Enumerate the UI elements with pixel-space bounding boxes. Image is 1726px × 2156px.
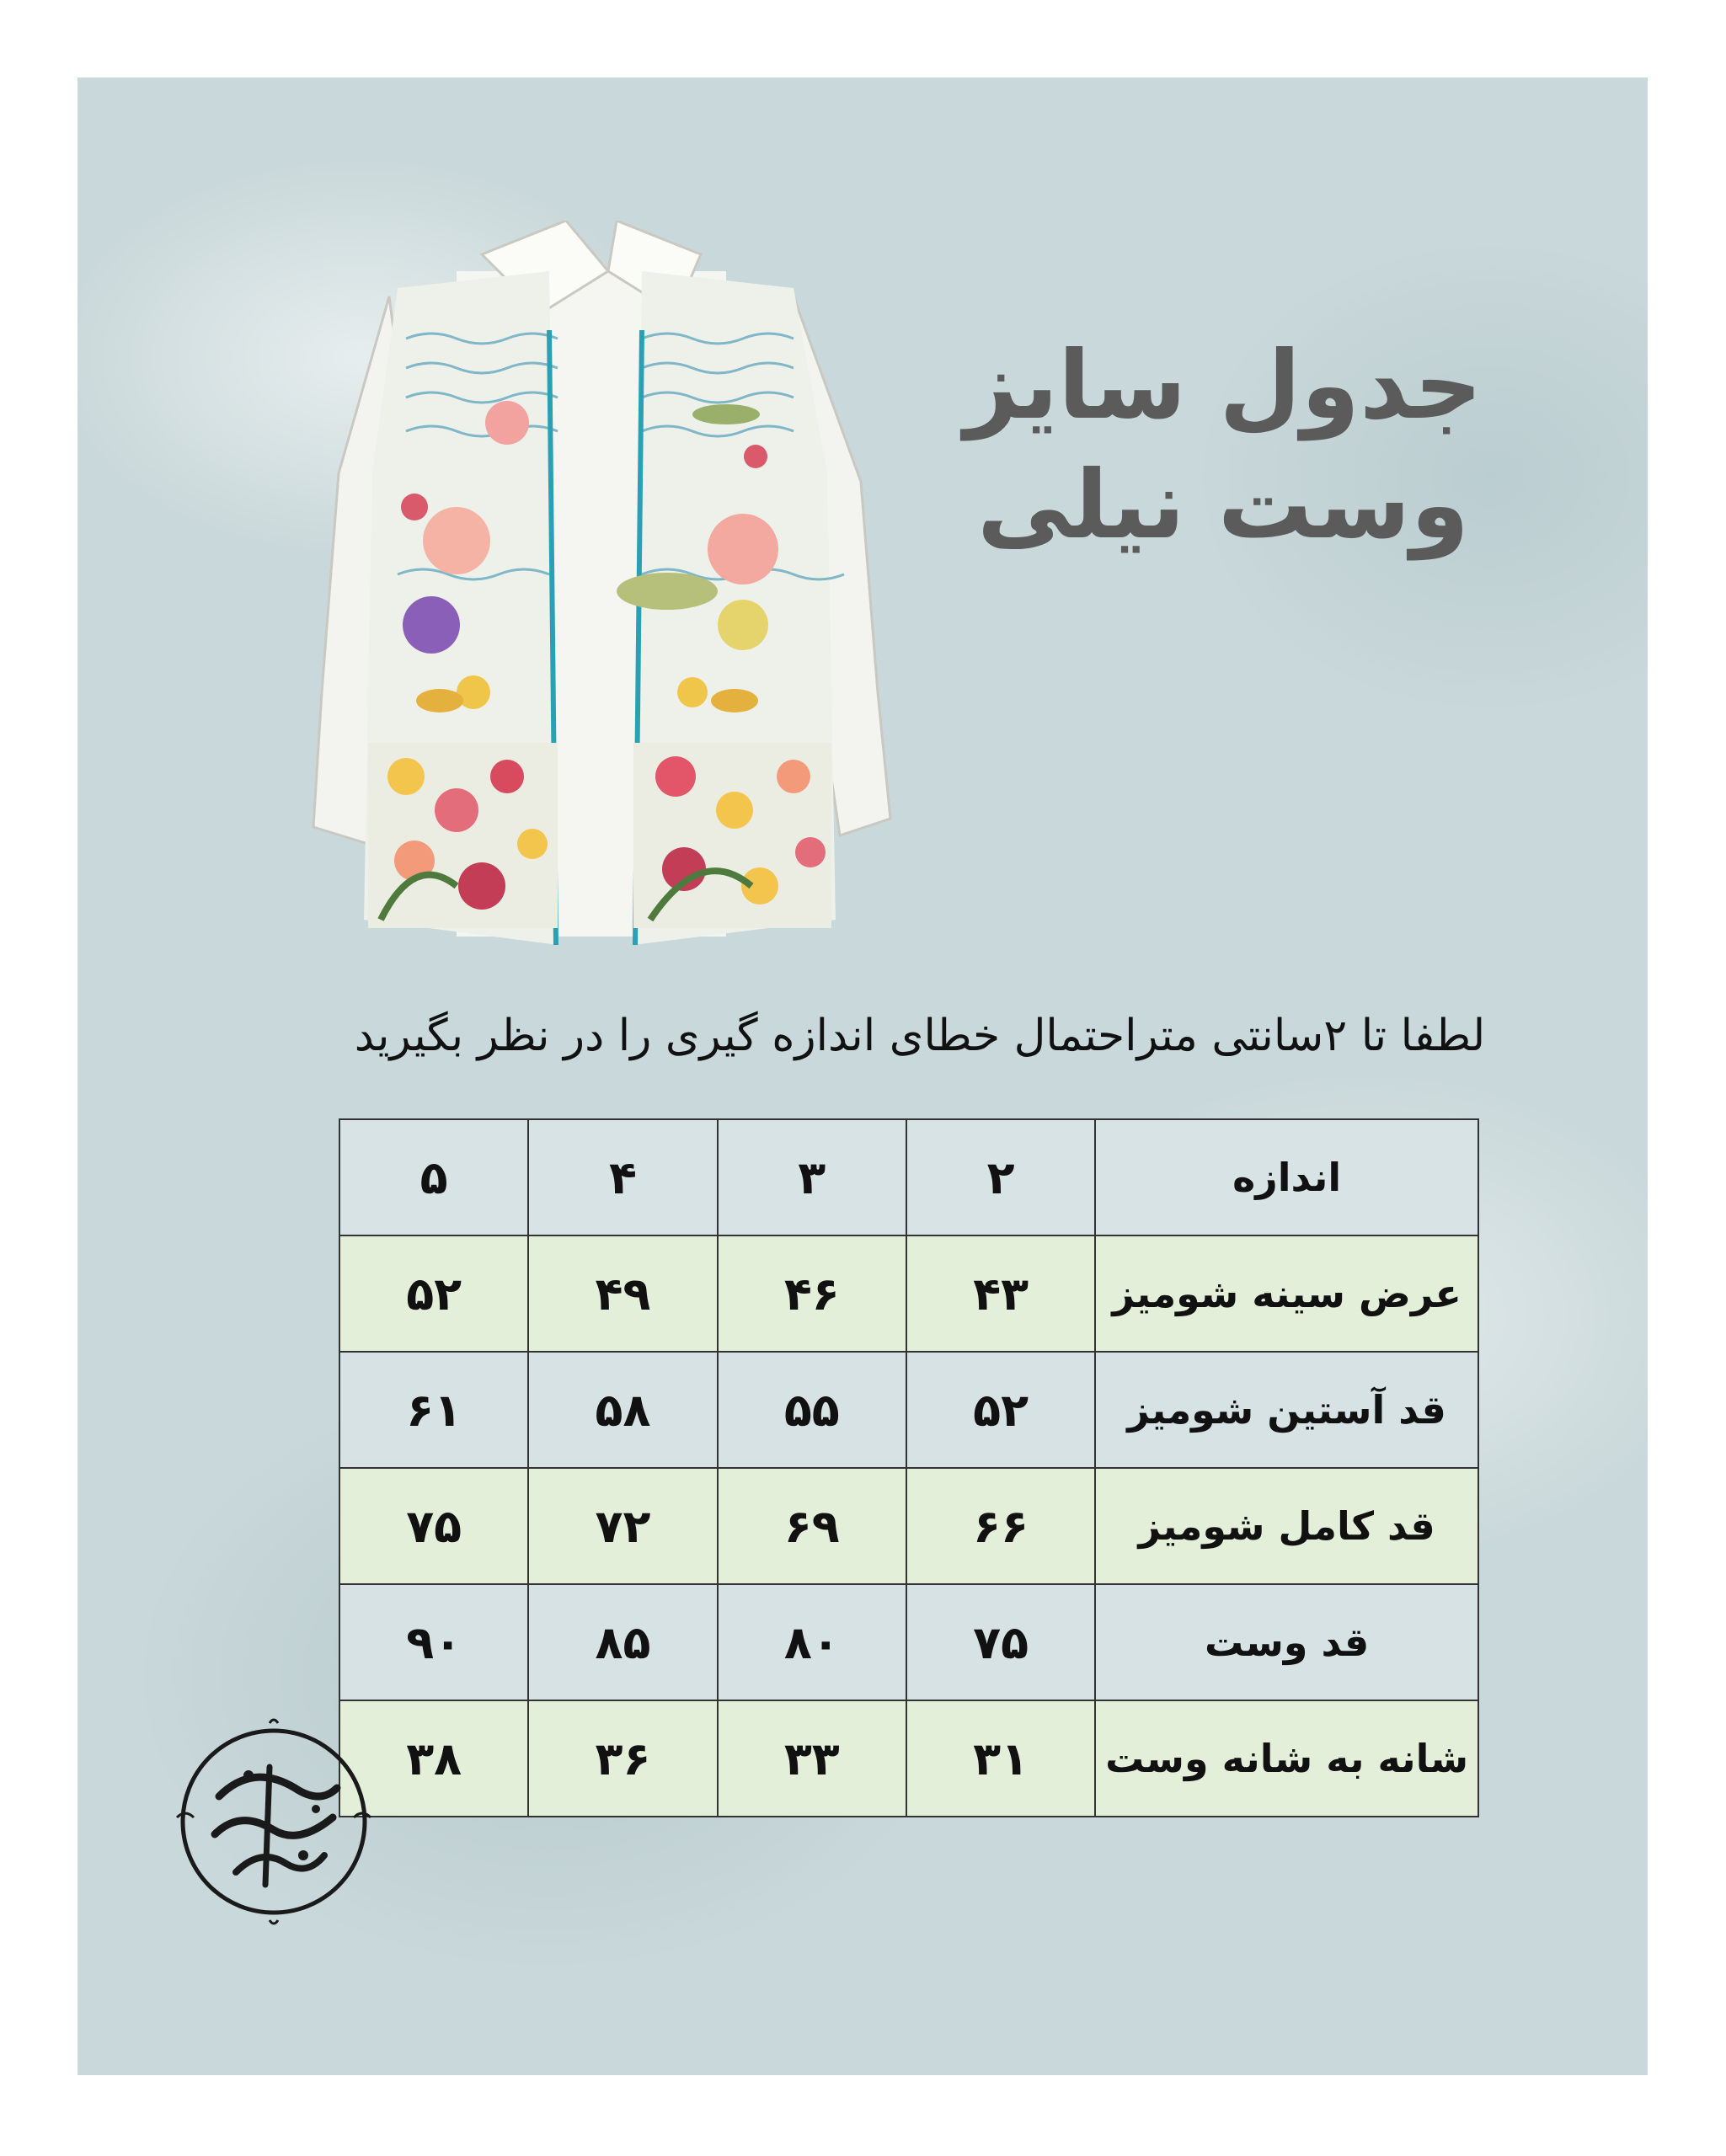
table-cell: ۳۳ [718, 1700, 906, 1817]
table-row [339, 1352, 1478, 1468]
size-chart-card [77, 77, 1648, 2075]
table-cell: ۵۲ [339, 1235, 528, 1352]
table-cell: ۵۵ [718, 1352, 906, 1468]
calligraphy-logo-icon [168, 1716, 379, 1927]
row-label: قد آستین شومیز [1095, 1352, 1478, 1468]
table-cell: ۵۸ [528, 1352, 717, 1468]
table-cell: ۷۲ [528, 1468, 717, 1584]
table-row [339, 1235, 1478, 1352]
table-row [339, 1468, 1478, 1584]
row-label: شانه به شانه وست [1095, 1700, 1478, 1817]
table-header-cell: اندازه [1095, 1119, 1478, 1235]
table-header-cell: ۲ [906, 1119, 1095, 1235]
table-header-cell: ۳ [718, 1119, 906, 1235]
size-table [339, 1118, 1479, 1817]
table-cell: ۴۳ [906, 1235, 1095, 1352]
measurement-note: لطفا تا ۲سانتی متراحتمال خطای اندازه گیری را در نظر بگیرید [354, 1011, 1486, 1061]
table-cell: ۸۰ [718, 1584, 906, 1700]
table-cell: ۴۶ [718, 1235, 906, 1352]
table-cell: ۴۹ [528, 1235, 717, 1352]
table-cell: ۳۱ [906, 1700, 1095, 1817]
table-header-cell: ۴ [528, 1119, 717, 1235]
embroidered-vest-image [288, 221, 928, 953]
table-cell: ۶۱ [339, 1352, 528, 1468]
table-row [339, 1584, 1478, 1700]
row-label: قد کامل شومیز [1095, 1468, 1478, 1584]
table-header-row [339, 1119, 1478, 1235]
table-cell: ۹۰ [339, 1584, 528, 1700]
row-label: عرض سینه شومیز [1095, 1235, 1478, 1352]
table-cell: ۳۸ [339, 1700, 528, 1817]
table-cell: ۷۵ [339, 1468, 528, 1584]
table-cell: ۵۲ [906, 1352, 1095, 1468]
row-label: قد وست [1095, 1584, 1478, 1700]
table-row [339, 1700, 1478, 1817]
page-subtitle: وست نیلی [976, 451, 1470, 560]
table-cell: ۷۵ [906, 1584, 1095, 1700]
table-cell: ۳۶ [528, 1700, 717, 1817]
table-cell: ۶۹ [718, 1468, 906, 1584]
table-cell: ۸۵ [528, 1584, 717, 1700]
table-cell: ۶۶ [906, 1468, 1095, 1584]
table-header-cell: ۵ [339, 1119, 528, 1235]
page-title: جدول سایز [964, 331, 1483, 440]
